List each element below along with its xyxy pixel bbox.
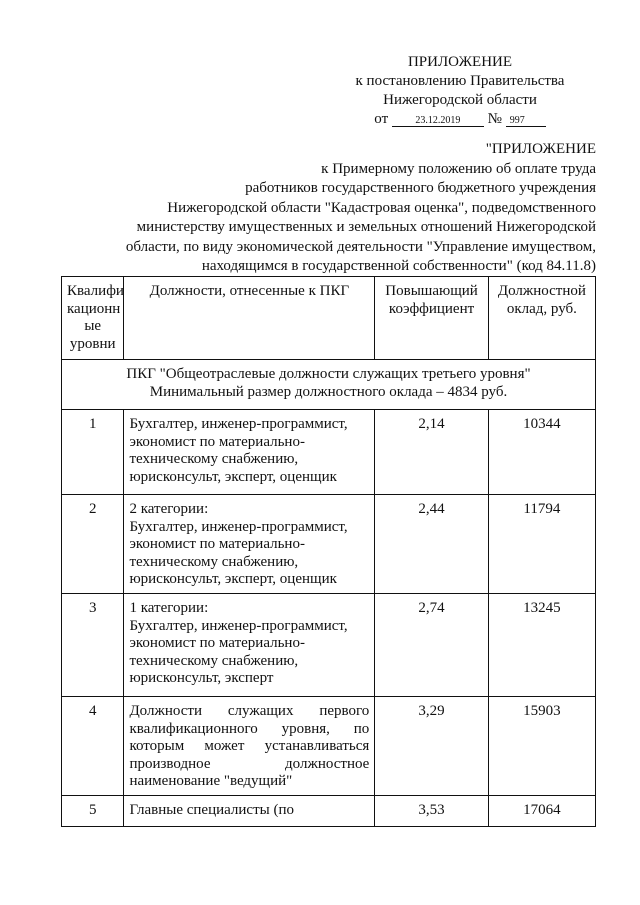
row-salary: 10344 bbox=[488, 410, 595, 495]
decree-date: 23.12.2019 bbox=[392, 115, 484, 127]
from-label: от bbox=[374, 111, 389, 127]
header-coef: Повышающий коэффициент bbox=[375, 277, 488, 360]
secondary-appendix-line: министерству имущественных и земельных отношений Нижегородской bbox=[136, 219, 596, 235]
secondary-appendix-header bbox=[80, 140, 596, 277]
decree-number: 997 bbox=[506, 115, 546, 127]
group-cell bbox=[62, 360, 596, 410]
secondary-appendix-line: Нижегородской области "Кадастровая оценка", подведомственного bbox=[167, 199, 596, 216]
appendix-line-3: Нижегородской области bbox=[383, 92, 537, 108]
row-salary: 17064 bbox=[488, 796, 595, 827]
row-positions: 1 категории: Бухгалтер, инженер-программист, экономист по материально-техническому снабжению, юрисконсульт, эксперт bbox=[124, 594, 375, 697]
row-coef: 2,74 bbox=[375, 594, 488, 697]
row-salary: 13245 bbox=[488, 594, 595, 697]
table-row bbox=[62, 796, 596, 827]
row-positions-line: которым может устанавливаться bbox=[129, 738, 370, 754]
table-header-row bbox=[62, 277, 596, 360]
salary-table bbox=[61, 276, 596, 827]
appendix-date-line bbox=[300, 110, 620, 129]
row-positions: Главные специалисты (по bbox=[124, 796, 375, 827]
row-coef: 2,14 bbox=[375, 410, 488, 495]
group-row bbox=[62, 360, 596, 410]
appendix-line-2: к постановлению Правительства bbox=[355, 73, 565, 89]
secondary-appendix-title: "ПРИЛОЖЕНИЕ bbox=[485, 141, 596, 157]
header-level: Квалифи кационн ые уровни bbox=[62, 277, 124, 360]
row-positions-line: квалификационного уровня, по bbox=[129, 720, 370, 737]
row-salary: 11794 bbox=[488, 495, 595, 594]
table-row bbox=[62, 495, 596, 594]
group-title: ПКГ "Общеотраслевые должности служащих третьего уровня" bbox=[126, 366, 531, 382]
row-level: 2 bbox=[62, 495, 124, 594]
row-coef: 3,53 bbox=[375, 796, 488, 827]
header-salary: Должностной оклад, руб. bbox=[488, 277, 595, 360]
row-positions-line: производное должностное bbox=[129, 755, 370, 772]
row-level: 1 bbox=[62, 410, 124, 495]
row-coef: 3,29 bbox=[375, 697, 488, 796]
row-positions: Бухгалтер, инженер-программист, экономист по материально-техническому снабжению, юрисконсульт, эксперт, оценщик bbox=[124, 410, 375, 495]
row-salary: 15903 bbox=[488, 697, 595, 796]
row-level: 5 bbox=[62, 796, 124, 827]
secondary-appendix-line: к Примерному положению об оплате труда bbox=[321, 160, 596, 177]
table-row bbox=[62, 594, 596, 697]
table-row bbox=[62, 410, 596, 495]
appendix-title: ПРИЛОЖЕНИЕ bbox=[407, 54, 513, 70]
secondary-appendix-line: области, по виду экономической деятельности "Управление имуществом, bbox=[125, 238, 596, 255]
header-positions: Должности, отнесенные к ПКГ bbox=[124, 277, 375, 360]
secondary-appendix-line: находящимся в государственной собственности" (код 84.11.8) bbox=[201, 258, 596, 274]
appendix-header bbox=[300, 53, 620, 129]
row-positions: 2 категории: Бухгалтер, инженер-программист, экономист по материально-техническому снабжению, юрисконсульт, эксперт, оценщик bbox=[124, 495, 375, 594]
row-level: 3 bbox=[62, 594, 124, 697]
table-row bbox=[62, 697, 596, 796]
row-level: 4 bbox=[62, 697, 124, 796]
row-positions-line: Должности служащих первого bbox=[129, 703, 370, 719]
row-positions-line: наименование "ведущий" bbox=[129, 773, 293, 789]
row-coef: 2,44 bbox=[375, 495, 488, 594]
secondary-appendix-line: работников государственного бюджетного учреждения bbox=[245, 180, 596, 196]
number-label: № bbox=[487, 111, 502, 127]
group-min-salary: Минимальный размер должностного оклада – 4834 руб. bbox=[149, 383, 508, 400]
row-positions bbox=[124, 697, 375, 796]
